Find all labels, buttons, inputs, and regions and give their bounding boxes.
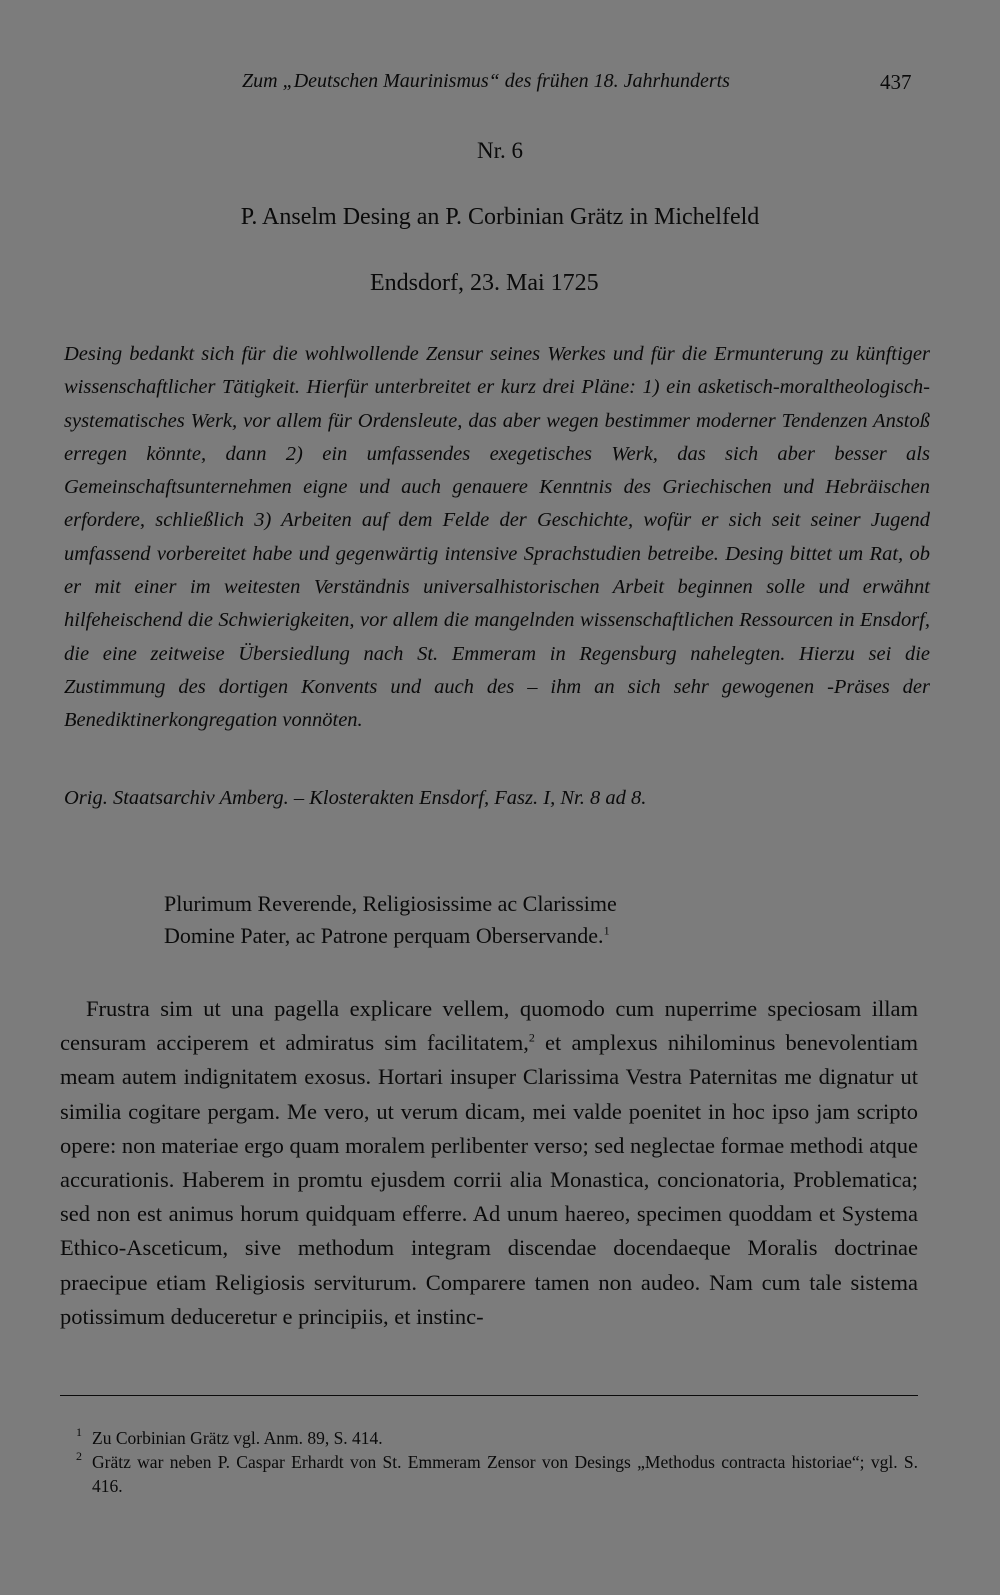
letter-paragraph (60, 992, 918, 1334)
footnote-1 (60, 1426, 918, 1450)
source-note: Orig. Staatsarchiv Amberg. – Klosterakten Ensdorf, Fasz. I, Nr. 8 ad 8. (64, 787, 647, 809)
footnotes (60, 1426, 918, 1498)
footnote-2 (60, 1450, 918, 1498)
salutation (164, 888, 617, 952)
footnote-divider (60, 1395, 918, 1396)
document-title: P. Anselm Desing an P. Corbinian Grätz in Michelfeld (240, 204, 760, 230)
regest-summary (64, 338, 930, 738)
regest-text: Desing bedankt sich für die wohlwollende Zensur seines Werkes und für die Ermunterung zu künftiger wissenschaftlicher Tätigkeit. Hierfür unterbreitet er kurz drei Pläne: 1) ein asketisch-moraltheologisch-systematisches Werk, vor allem für Ordensleute, das aber wegen bestimmer moderner Tendenzen Anstoß erregen könnte, dann 2) ein umfassendes exegetisches Werk, das sich aber besser als Gemeinschaftsunternehmen eigne und auch genauere Kenntnis des Griechischen und Hebräischen erfordere, schließlich 3) Arbeiten auf dem Felde der Geschichte, wofür er sich seit seiner Jugend umfassend vorbereitet habe und gegenwärtig intensive Sprachstudien betreibe. Desing bittet um Rat, ob er mit einer im weitesten Verständnis universalhistorischen Arbeit beginnen solle und erwähnt hilfeheischend die Schwierigkeiten, vor allem die mangelnden wissenschaftlichen Ressourcen in Ensdorf, die eine zeitweise Übersiedlung nach St. Emmeram in Regensburg nahelegten. Hierzu sei die Zustimmung des dortigen Konvents und auch des – ihm an sich sehr gewogenen -Präses der Benediktinerkongregation vonnöten. (64, 343, 930, 732)
footnote-2-text: Grätz war neben P. Caspar Erhardt von St. Emmeram Zensor von Desings „Methodus contracta historiae“; vgl. S. 416. (92, 1452, 918, 1496)
salutation-line-1: Plurimum Reverende, Religiosissime ac Clarissime (164, 891, 617, 916)
page-number: 437 (880, 70, 912, 94)
document-number: Nr. 6 (477, 138, 523, 163)
running-title: Zum „Deutschen Maurinismus“ des frühen 18. Jahrhunderts (242, 70, 730, 92)
footnote-reference-2[interactable]: 2 (528, 1030, 535, 1045)
letter-text-part-2: et amplexus nihilominus benevolentiam meam autem indignitatem exosus. Hortari insuper Clarissima Vestra Paternitas me dignatur ut similia cogitare pergam. Me vero, ut verum dicam, mei valde poenitet in hoc ipso jam scripto opere: non materiae ergo quam moralem perlibenter verso; sed neglectae formae methodi atque accurationis. Haberem in promtu ejusdem corrii alia Monastica, concionatoria, Problematica; sed non est animus horum quidquam efferre. Ad unum haereo, specimen quoddam et Systema Ethico-Asceticum, sive methodum integram discendae docendaeque Moralis doctrinae praecipue etiam Religiosis serviturum. Comparere tamen non audeo. Nam cum tale sistema potissimum deduceretur e principiis, et instinc- (60, 1030, 918, 1329)
footnote-2-mark: 2 (76, 1449, 82, 1463)
letter-body (60, 992, 918, 1334)
salutation-line-2 (164, 920, 617, 952)
footnote-1-text: Zu Corbinian Grätz vgl. Anm. 89, S. 414. (92, 1428, 383, 1448)
salutation-line-2-text: Domine Pater, ac Patrone perquam Oberservande. (164, 923, 604, 948)
footnote-reference-1[interactable]: 1 (603, 923, 610, 938)
document-place-date: Endsdorf, 23. Mai 1725 (370, 270, 599, 296)
footnote-1-mark: 1 (76, 1425, 82, 1439)
letter-text-part-1: Frustra sim ut una pagella explicare vellem, quomodo cum nuperrime speciosam illam censuram acciperem et admiratus sim facilitatem, (60, 996, 918, 1056)
